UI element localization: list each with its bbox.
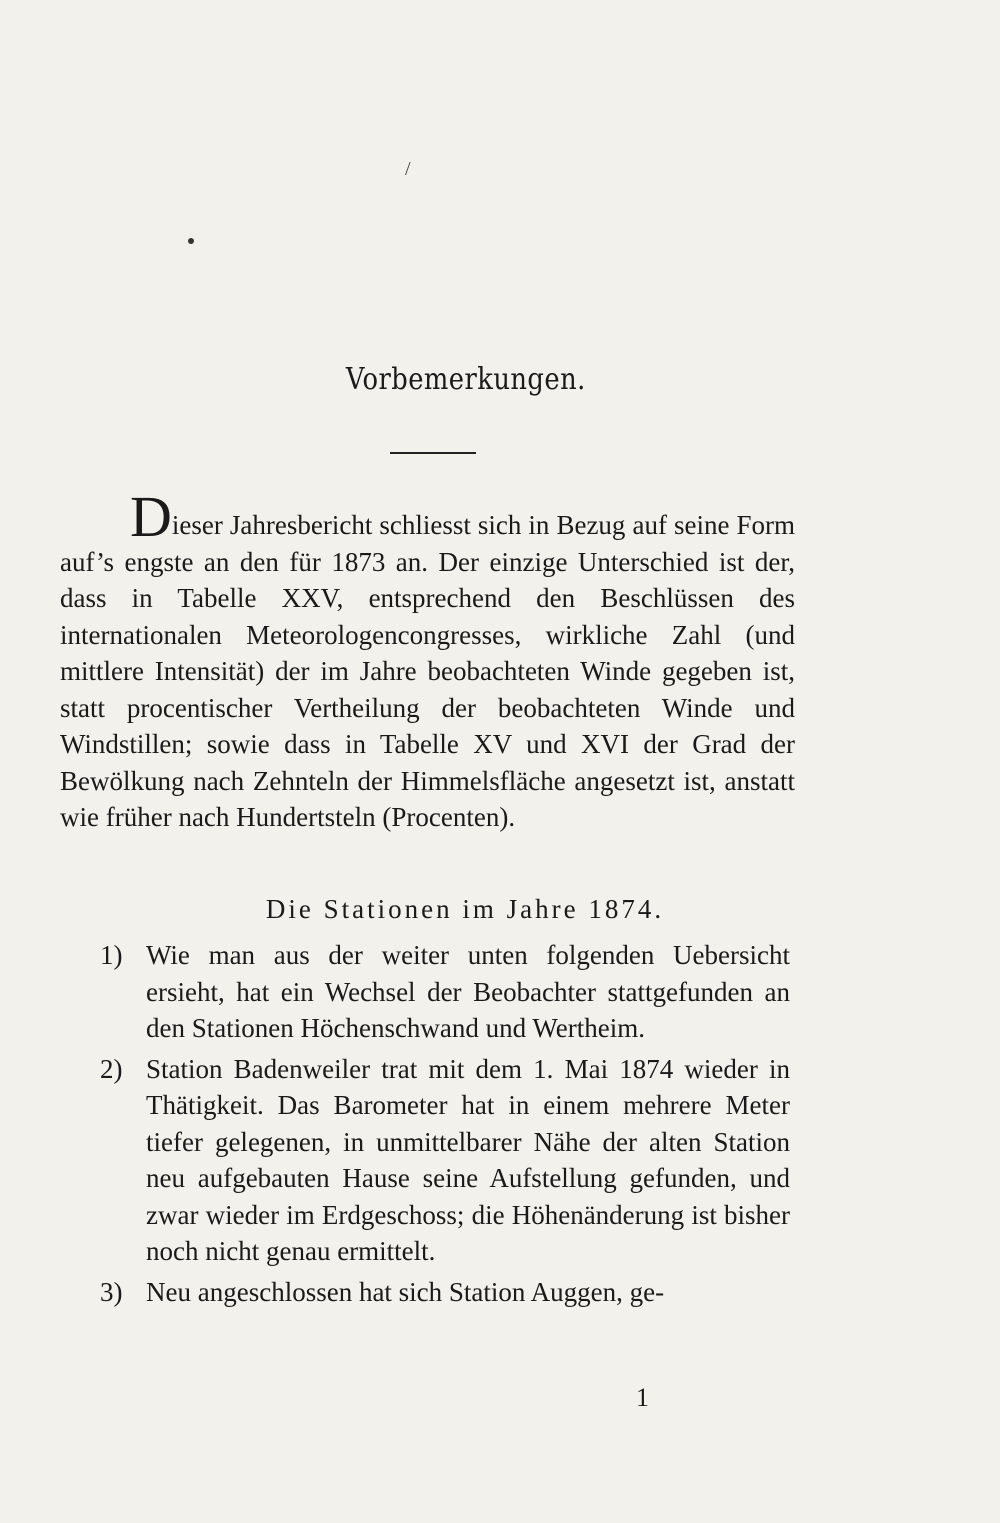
list-item-number: 1) <box>100 940 123 970</box>
list-item-text: Station Badenweiler trat mit dem 1. Mai 1874 wieder in Thätigkeit. Das Barometer hat in einem mehrere Meter tiefer gelegenen, in unmittelbarer Nähe der alten Station neu aufgebauten Hause seine Aufstellung gefunden, und zwar wieder im Erdgeschoss; die Höhenänderung ist bisher noch nicht genau ermittelt. <box>146 1053 790 1266</box>
list-item <box>100 1051 790 1270</box>
page-title: Vorbemerkungen. <box>345 362 586 397</box>
list-item-number: 2) <box>100 1053 123 1084</box>
list-item <box>100 1274 790 1311</box>
section-heading: Die Stationen im Jahre 1874. <box>265 894 665 924</box>
list-item-number: 3) <box>100 1276 123 1307</box>
stray-mark: / <box>405 158 411 180</box>
drop-cap: D <box>130 484 172 549</box>
intro-text: ieser Jahresbericht schliesst sich in Bezug auf seine Form auf’s engste an den für 1873 an. Der einzige Unterschied ist der, dass in Tabelle XXV, entsprechend den Beschlüssen des internationalen Meteorologencongresses, wirkliche Zahl (und mittlere Intensität) der im Jahre beobachteten Winde gegeben ist, statt procentischer Vertheilung der beobachteten Winde und Windstillen; sowie dass in Tabelle XV und XVI der Grad der Bewölkung nach Zehnteln der Himmelsfläche angesetzt ist, anstatt wie früher nach Hundertsteln (Procenten). <box>60 510 795 832</box>
page-number: 1 <box>636 1383 649 1412</box>
list-item <box>100 937 790 1047</box>
list-item-text: Wie man aus der weiter unten folgenden Uebersicht ersieht, hat ein Wechsel der Beobachter stattgefunden an den Stationen Höchenschwand und Wertheim. <box>146 940 790 1043</box>
station-list <box>100 937 790 1314</box>
intro-paragraph <box>60 484 795 836</box>
ink-dot <box>188 238 194 244</box>
list-item-text: Neu angeschlossen hat sich Station Auggen, ge- <box>146 1276 665 1307</box>
title-rule <box>390 452 476 454</box>
